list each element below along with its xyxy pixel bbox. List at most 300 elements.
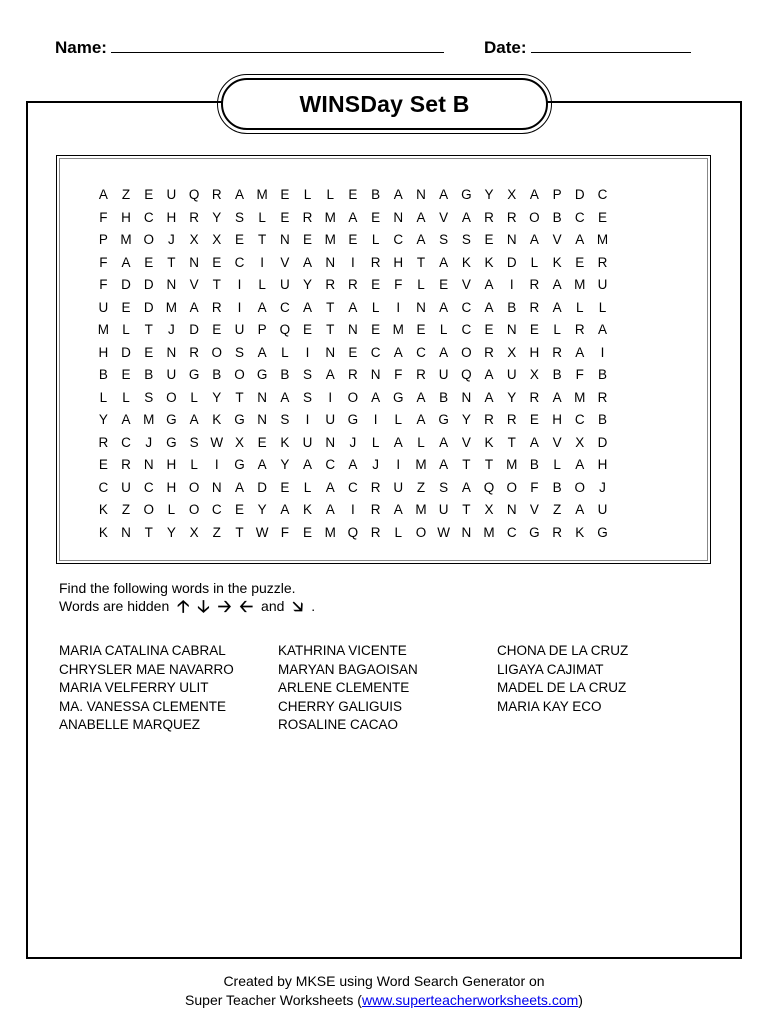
grid-letter[interactable]: A [393,187,403,202]
grid-letter[interactable]: T [212,277,221,292]
grid-letter[interactable]: L [371,232,380,247]
grid-letter[interactable]: W [255,524,269,540]
grid-letter[interactable]: X [189,524,199,540]
grid-letter[interactable]: C [370,344,381,360]
grid-letter[interactable]: I [328,389,333,405]
date-blank-line[interactable] [531,38,691,53]
grid-letter[interactable]: R [597,254,608,270]
grid-letter[interactable]: C [348,479,358,495]
grid-letter[interactable]: I [237,299,242,315]
grid-letter[interactable]: E [371,277,381,292]
grid-letter[interactable]: O [188,479,200,495]
grid-letter[interactable]: L [303,479,312,495]
grid-letter[interactable]: I [214,457,219,472]
grid-letter[interactable]: M [596,232,609,247]
grid-letter[interactable]: U [393,479,404,495]
grid-letter[interactable]: A [439,457,449,472]
grid-letter[interactable]: L [190,457,198,472]
grid-letter[interactable]: N [325,344,336,360]
grid-letter[interactable]: R [484,209,494,225]
grid-letter[interactable]: N [211,479,222,495]
grid-letter[interactable]: C [574,412,585,427]
grid-letter[interactable]: E [257,434,267,450]
grid-letter[interactable]: G [234,457,245,472]
grid-letter[interactable]: N [257,412,268,427]
grid-letter[interactable]: J [599,479,606,495]
grid-letter[interactable]: G [166,434,177,450]
grid-letter[interactable]: R [211,187,222,202]
grid-letter[interactable]: R [597,389,608,405]
grid-letter[interactable]: B [371,187,381,202]
grid-letter[interactable]: R [529,277,540,292]
grid-letter[interactable]: E [348,344,358,360]
grid-letter[interactable]: C [461,299,472,315]
grid-letter[interactable]: L [122,322,130,337]
grid-letter[interactable]: C [98,479,109,495]
grid-letter[interactable]: H [393,254,404,270]
grid-letter[interactable]: U [302,434,313,450]
grid-letter[interactable]: Y [507,389,517,405]
grid-letter[interactable]: A [575,457,585,472]
grid-letter[interactable]: O [461,344,472,360]
grid-letter[interactable]: N [189,254,199,270]
grid-letter[interactable]: U [166,367,177,382]
grid-letter[interactable]: C [574,209,585,225]
grid-letter[interactable]: E [234,232,244,247]
grid-letter[interactable]: I [237,277,242,292]
grid-letter[interactable]: M [256,187,268,202]
grid-letter[interactable]: N [370,367,381,382]
grid-letter[interactable]: G [188,367,200,382]
grid-letter[interactable]: R [98,434,109,450]
grid-letter[interactable]: O [347,389,359,405]
grid-letter[interactable]: K [303,502,313,517]
grid-letter[interactable]: S [439,479,449,495]
grid-letter[interactable]: A [484,299,494,315]
grid-letter[interactable]: R [416,367,426,382]
grid-letter[interactable]: L [258,209,266,225]
grid-letter[interactable]: A [121,254,131,270]
grid-letter[interactable]: V [461,434,471,450]
grid-letter[interactable]: G [347,412,359,427]
grid-letter[interactable]: X [484,502,494,517]
grid-letter[interactable]: M [120,232,132,247]
grid-letter[interactable]: O [166,389,177,405]
grid-letter[interactable]: N [279,232,290,247]
grid-letter[interactable]: R [574,322,585,337]
grid-letter[interactable]: A [348,209,358,225]
grid-letter[interactable]: P [257,322,267,337]
grid-letter[interactable]: J [372,457,379,472]
grid-letter[interactable]: T [507,434,516,450]
grid-letter[interactable]: E [371,322,381,337]
grid-letter[interactable]: J [349,434,357,450]
grid-letter[interactable]: R [189,209,199,225]
grid-letter[interactable]: A [416,209,426,225]
grid-letter[interactable]: Z [552,502,562,517]
grid-letter[interactable]: B [552,367,562,382]
grid-letter[interactable]: N [257,389,268,405]
grid-letter[interactable]: V [439,209,449,225]
grid-letter[interactable]: E [348,187,358,202]
grid-letter[interactable]: X [234,434,244,450]
grid-letter[interactable]: M [483,524,495,540]
grid-letter[interactable]: A [393,434,403,450]
grid-letter[interactable]: L [394,412,403,427]
grid-letter[interactable]: M [324,524,336,540]
grid-letter[interactable]: L [394,524,403,540]
grid-letter[interactable]: E [416,322,426,337]
grid-letter[interactable]: R [370,502,381,517]
grid-letter[interactable]: S [234,209,244,225]
grid-letter[interactable]: O [143,232,154,247]
grid-letter[interactable]: X [529,367,539,382]
grid-letter[interactable]: A [257,299,267,315]
grid-letter[interactable]: E [484,232,494,247]
grid-letter[interactable]: A [461,479,471,495]
grid-letter[interactable]: Y [166,524,176,540]
grid-letter[interactable]: R [302,209,313,225]
grid-letter[interactable]: I [305,412,310,427]
grid-letter[interactable]: R [552,344,562,360]
grid-letter[interactable]: N [416,187,426,202]
grid-letter[interactable]: H [98,344,109,360]
grid-letter[interactable]: O [234,367,245,382]
grid-letter[interactable]: R [370,479,381,495]
grid-letter[interactable]: F [394,277,403,292]
grid-letter[interactable]: A [98,187,108,202]
grid-letter[interactable]: H [529,344,540,360]
grid-letter[interactable]: V [280,254,290,270]
grid-letter[interactable]: X [507,187,517,202]
grid-letter[interactable]: N [416,299,426,315]
grid-letter[interactable]: L [167,502,176,517]
grid-letter[interactable]: O [415,524,427,540]
grid-letter[interactable]: F [530,479,539,495]
grid-letter[interactable]: I [351,502,355,517]
grid-letter[interactable]: N [348,322,358,337]
grid-letter[interactable]: L [99,389,108,405]
grid-letter[interactable]: M [165,299,178,315]
grid-letter[interactable]: T [462,502,471,517]
grid-letter[interactable]: E [597,209,607,225]
grid-letter[interactable]: A [280,389,290,405]
grid-letter[interactable]: M [324,232,336,247]
grid-letter[interactable]: T [144,524,153,540]
grid-letter[interactable]: K [98,524,108,540]
grid-letter[interactable]: X [575,434,585,450]
grid-letter[interactable]: R [189,344,199,360]
grid-letter[interactable]: T [326,322,335,337]
grid-letter[interactable]: A [234,187,244,202]
grid-letter[interactable]: L [303,187,312,202]
grid-letter[interactable]: A [416,412,426,427]
grid-letter[interactable]: H [166,479,177,495]
grid-letter[interactable]: D [121,277,131,292]
grid-letter[interactable]: E [121,299,131,315]
grid-letter[interactable]: D [257,479,268,495]
grid-letter[interactable]: A [257,457,267,472]
grid-letter[interactable]: R [552,524,562,540]
grid-letter[interactable]: S [144,389,154,405]
grid-letter[interactable]: G [438,412,449,427]
grid-letter[interactable]: I [600,344,605,360]
grid-letter[interactable]: S [303,367,313,382]
grid-letter[interactable]: U [438,367,449,382]
grid-letter[interactable]: C [143,209,154,225]
grid-letter[interactable]: U [597,502,608,517]
grid-letter[interactable]: Y [280,457,290,472]
grid-letter[interactable]: O [506,479,517,495]
grid-letter[interactable]: U [506,367,517,382]
grid-letter[interactable]: M [506,457,518,472]
grid-letter[interactable]: K [280,434,290,450]
grid-letter[interactable]: Y [212,209,222,225]
grid-letter[interactable]: D [597,434,608,450]
grid-letter[interactable]: A [484,277,494,292]
grid-letter[interactable]: O [529,209,540,225]
grid-letter[interactable]: P [552,187,562,202]
grid-letter[interactable]: L [417,277,425,292]
grid-letter[interactable]: N [325,254,336,270]
grid-letter[interactable]: P [98,232,108,247]
grid-letter[interactable]: A [234,479,244,495]
grid-letter[interactable]: Z [416,479,426,495]
grid-letter[interactable]: L [530,254,539,270]
grid-letter[interactable]: F [99,277,108,292]
grid-letter[interactable]: X [507,344,517,360]
grid-letter[interactable]: I [396,457,401,472]
grid-letter[interactable]: W [437,524,451,540]
grid-letter[interactable]: A [393,502,403,517]
grid-letter[interactable]: T [258,232,267,247]
grid-letter[interactable]: G [461,187,472,202]
grid-letter[interactable]: T [144,322,153,337]
grid-letter[interactable]: E [234,502,244,517]
grid-letter[interactable]: E [303,322,313,337]
grid-letter[interactable]: E [348,232,358,247]
grid-letter[interactable]: L [190,389,198,405]
grid-letter[interactable]: I [305,344,310,360]
grid-letter[interactable]: H [121,209,131,225]
grid-letter[interactable]: N [506,322,517,337]
grid-letter[interactable]: Y [484,187,494,202]
grid-letter[interactable]: Z [212,524,221,540]
grid-letter[interactable]: O [143,502,154,517]
grid-letter[interactable]: L [598,299,607,315]
grid-letter[interactable]: L [553,322,561,337]
grid-letter[interactable]: E [303,232,313,247]
grid-letter[interactable]: S [303,389,313,405]
grid-letter[interactable]: C [279,299,290,315]
grid-letter[interactable]: N [506,502,517,517]
grid-letter[interactable]: J [168,232,175,247]
grid-letter[interactable]: A [189,299,199,315]
grid-letter[interactable]: A [371,389,381,405]
grid-letter[interactable]: R [348,367,358,382]
grid-letter[interactable]: U [325,412,336,427]
grid-letter[interactable]: C [211,502,222,517]
grid-letter[interactable]: K [552,254,562,270]
grid-letter[interactable]: A [575,344,585,360]
grid-letter[interactable]: V [552,434,562,450]
grid-letter[interactable]: A [303,457,313,472]
grid-letter[interactable]: R [121,457,131,472]
grid-letter[interactable]: A [280,502,290,517]
grid-letter[interactable]: L [439,322,448,337]
grid-letter[interactable]: E [439,277,449,292]
grid-letter[interactable]: L [326,187,334,202]
grid-letter[interactable]: A [439,434,449,450]
grid-letter[interactable]: A [529,187,539,202]
grid-letter[interactable]: A [303,254,313,270]
grid-letter[interactable]: A [597,322,607,337]
grid-letter[interactable]: A [529,434,539,450]
grid-letter[interactable]: J [168,322,175,337]
grid-letter[interactable]: T [326,299,335,315]
grid-letter[interactable]: U [234,322,245,337]
grid-letter[interactable]: E [144,187,154,202]
grid-letter[interactable]: R [484,412,494,427]
grid-letter[interactable]: N [461,389,472,405]
grid-letter[interactable]: S [280,412,290,427]
grid-letter[interactable]: F [99,254,108,270]
grid-letter[interactable]: C [325,457,336,472]
grid-letter[interactable]: Q [279,322,291,337]
grid-letter[interactable]: L [553,457,561,472]
grid-letter[interactable]: M [324,209,336,225]
grid-letter[interactable]: K [212,412,222,427]
grid-letter[interactable]: B [529,457,539,472]
grid-letter[interactable]: H [166,209,177,225]
grid-letter[interactable]: I [351,254,355,270]
grid-letter[interactable]: C [393,232,404,247]
grid-letter[interactable]: L [576,299,584,315]
grid-letter[interactable]: A [393,344,403,360]
grid-letter[interactable]: C [597,187,608,202]
grid-letter[interactable]: E [280,209,290,225]
grid-letter[interactable]: A [325,479,335,495]
grid-letter[interactable]: N [325,434,336,450]
grid-letter[interactable]: C [121,434,131,450]
grid-letter[interactable]: G [256,367,268,382]
grid-letter[interactable]: E [121,367,131,382]
grid-letter[interactable]: A [575,502,585,517]
grid-letter[interactable]: L [122,389,130,405]
grid-letter[interactable]: O [211,344,223,360]
grid-letter[interactable]: R [211,299,222,315]
grid-letter[interactable]: E [144,254,154,270]
grid-letter[interactable]: S [439,232,449,247]
grid-letter[interactable]: D [574,187,585,202]
grid-letter[interactable]: T [416,254,426,270]
grid-letter[interactable]: E [212,322,222,337]
name-blank-line[interactable] [111,38,444,53]
grid-letter[interactable]: A [257,344,267,360]
grid-letter[interactable]: A [348,457,358,472]
grid-letter[interactable]: A [439,299,449,315]
grid-letter[interactable]: Y [461,412,471,427]
grid-letter[interactable]: N [393,209,404,225]
grid-letter[interactable]: B [552,479,562,495]
grid-letter[interactable]: H [597,457,608,472]
grid-letter[interactable]: R [529,299,540,315]
grid-letter[interactable]: A [439,254,449,270]
grid-letter[interactable]: E [280,479,290,495]
grid-letter[interactable]: D [121,344,131,360]
grid-letter[interactable]: K [484,254,494,270]
grid-letter[interactable]: A [325,502,335,517]
grid-letter[interactable]: C [416,344,426,360]
grid-letter[interactable]: X [189,232,199,247]
grid-letter[interactable]: O [574,479,586,495]
grid-letter[interactable]: M [392,322,404,337]
grid-letter[interactable]: K [461,254,471,270]
grid-letter[interactable]: D [143,299,154,315]
grid-letter[interactable]: R [484,344,494,360]
grid-letter[interactable]: G [234,412,245,427]
grid-letter[interactable]: M [415,502,427,517]
grid-letter[interactable]: M [415,457,427,472]
grid-letter[interactable]: E [371,209,381,225]
grid-letter[interactable]: Y [303,277,313,292]
grid-letter[interactable]: F [99,209,108,225]
grid-letter[interactable]: F [575,367,584,382]
grid-letter[interactable]: N [506,232,517,247]
grid-letter[interactable]: A [484,389,494,405]
grid-letter[interactable]: V [461,277,471,292]
grid-letter[interactable]: A [325,367,335,382]
grid-letter[interactable]: N [166,344,177,360]
grid-letter[interactable]: C [506,524,517,540]
grid-letter[interactable]: I [260,254,265,270]
grid-letter[interactable]: H [166,457,177,472]
grid-letter[interactable]: R [325,277,336,292]
grid-letter[interactable]: R [370,524,381,540]
grid-letter[interactable]: E [280,187,290,202]
grid-letter[interactable]: Z [121,187,131,202]
grid-letter[interactable]: U [166,187,177,202]
grid-letter[interactable]: R [348,277,358,292]
grid-letter[interactable]: I [396,299,401,315]
grid-letter[interactable]: B [597,412,607,427]
grid-letter[interactable]: R [506,412,517,427]
grid-letter[interactable]: B [507,299,517,315]
grid-letter[interactable]: G [597,524,608,540]
grid-letter[interactable]: F [394,367,403,382]
grid-letter[interactable]: C [461,322,472,337]
grid-letter[interactable]: E [303,524,313,540]
grid-letter[interactable]: N [461,524,472,540]
grid-letter[interactable]: N [121,524,131,540]
grid-letter[interactable]: A [529,232,539,247]
grid-letter[interactable]: L [281,344,289,360]
grid-letter[interactable]: I [509,277,514,292]
grid-letter[interactable]: V [552,232,562,247]
grid-letter[interactable]: T [484,457,494,472]
grid-letter[interactable]: E [98,457,108,472]
grid-letter[interactable]: Z [121,502,131,517]
grid-letter[interactable]: W [210,434,224,450]
grid-letter[interactable]: G [393,389,404,405]
grid-letter[interactable]: U [438,502,449,517]
grid-letter[interactable]: L [258,277,266,292]
grid-letter[interactable]: E [575,254,585,270]
grid-letter[interactable]: T [462,457,471,472]
grid-letter[interactable]: B [597,367,607,382]
grid-letter[interactable]: G [529,524,540,540]
grid-letter[interactable]: G [166,412,177,427]
